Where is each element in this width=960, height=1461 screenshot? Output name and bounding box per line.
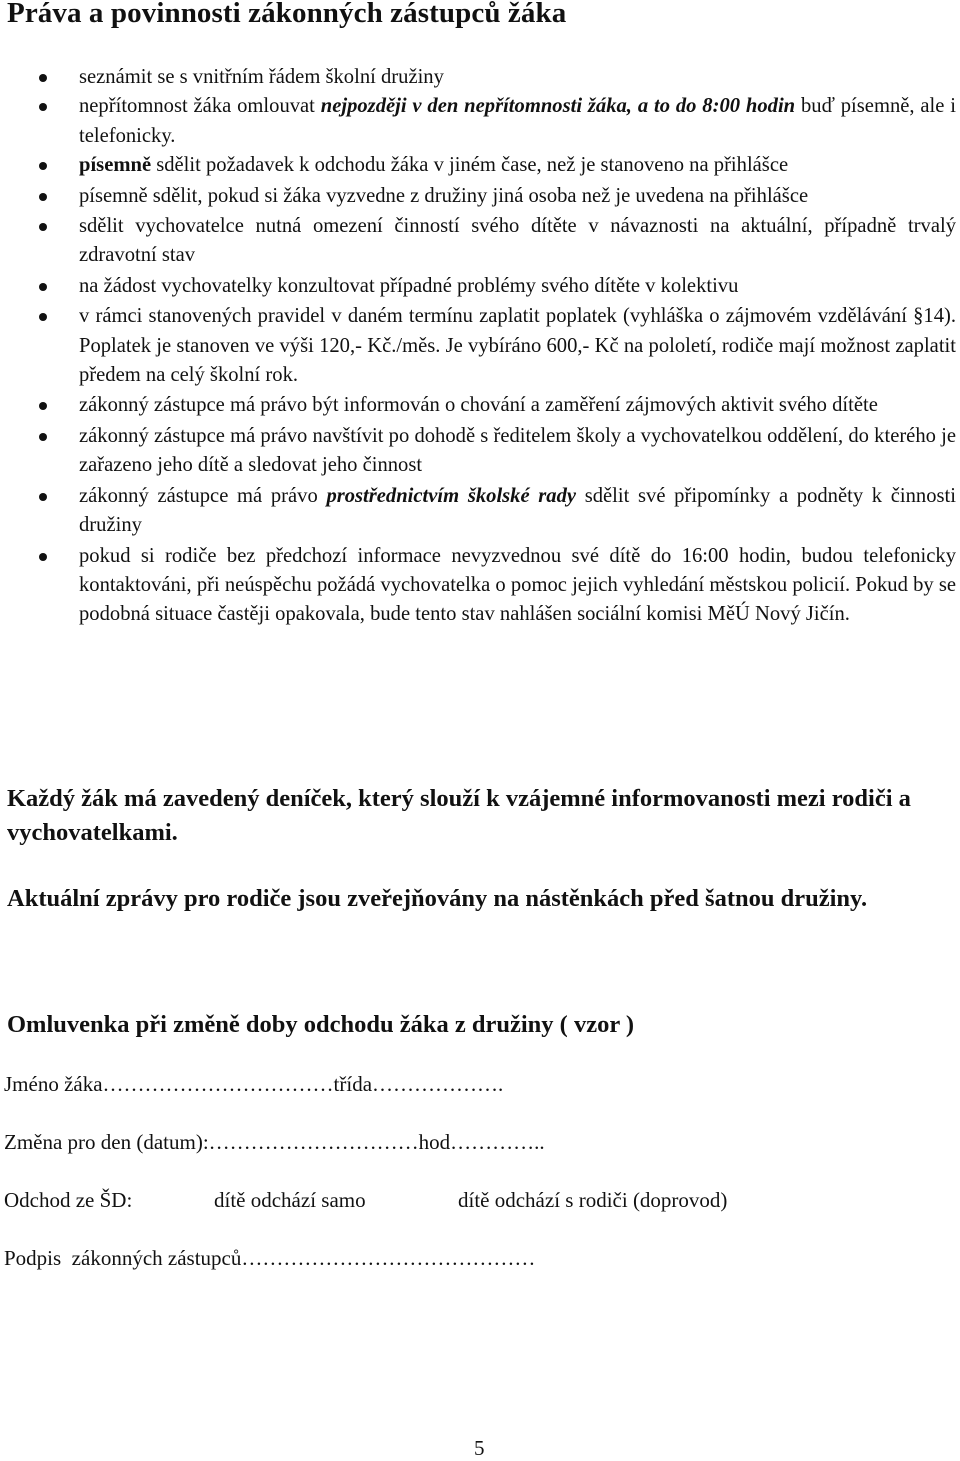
page-title: Práva a povinnosti zákonných zástupců žáka (7, 0, 567, 29)
emphasis: prostřednictvím školské rady (326, 484, 577, 507)
list-item: písemně sdělit, pokud si žáka vyzvedne z družiny jiná osoba než je uvedena na přihlášce (0, 182, 960, 211)
diary-notice: Každý žák má zavedený deníček, který slouží k vzájemné informovanosti mezi rodiči a vychovatelkami. (7, 785, 911, 846)
list-item: sdělit vychovatelce nutná omezení činností svého dítěte v návaznosti na aktuální, případně trvalý zdravotní stav (0, 212, 960, 271)
emphasis: nejpozději v den nepřítomnosti žáka, a to do 8:00 hodin (320, 95, 796, 118)
page-number: 5 (474, 1436, 485, 1460)
date-change-line: Změna pro den (datum):…………………………hod………….. (4, 1130, 545, 1154)
list-item: písemně sdělit požadavek k odchodu žáka v jiném čase, než je stanoveno na přihlášce (0, 151, 960, 180)
list-item: na žádost vychovatelky konzultovat případné problémy svého dítěte v kolektivu (0, 272, 960, 301)
list-item: v rámci stanovených pravidel v daném termínu zaplatit poplatek (vyhláška o zájmovém vzdělávání §14). Poplatek je stanoven ve výši 120,- Kč./měs. Je vybíráno 600,- Kč na pololetí, rodiče mají možnost zaplatit předem na celý školní rok. (0, 302, 960, 390)
departure-option-alone: dítě odchází samo (214, 1188, 366, 1212)
list-item: nepřítomnost žáka omlouvat nejpozději v den nepřítomnosti žáka, a to do 8:00 hodin buď písemně, ale i telefonicky. (0, 92, 960, 151)
student-name-line: Jméno žáka……………………………třída………………. (4, 1072, 504, 1096)
list-item: pokud si rodiče bez předchozí informace nevyzvednou své dítě do 16:00 hodin, budou telefonicky kontaktováni, při neúspěchu požádá vychovatelka o pomoc jejich vyhledání městskou policií. Pokud by se podobná situace častěji opakovala, bude tento stav nahlášen sociální komisi MěÚ Nový Jičín. (0, 542, 960, 630)
signature-line: Podpis zákonných zástupců…………………………………… (4, 1246, 536, 1270)
list-item: zákonný zástupce má právo navštívit po dohodě s ředitelem školy a vychovatelkou oddělení, do kterého je zařazeno jeho dítě a sledovat jeho činnost (0, 422, 960, 481)
list-item: zákonný zástupce má právo prostřednictvím školské rady sdělit své připomínky a podněty k činnosti družiny (0, 482, 960, 541)
departure-label: Odchod ze ŠD: (4, 1188, 133, 1212)
list-item: zákonný zástupce má právo být informován o chování a zaměření zájmových aktivit svého dítěte (0, 391, 960, 420)
rights-duties-list (0, 63, 960, 630)
emphasis: písemně (79, 154, 152, 177)
bulletin-notice: Aktuální zprávy pro rodiče jsou zveřejňovány na nástěnkách před šatnou družiny. (7, 885, 868, 912)
form-title: Omluvenka při změně doby odchodu žáka z družiny ( vzor ) (7, 1011, 635, 1038)
departure-option-parents: dítě odchází s rodiči (doprovod) (458, 1188, 728, 1212)
list-item: seznámit se s vnitřním řádem školní družiny (0, 63, 960, 92)
